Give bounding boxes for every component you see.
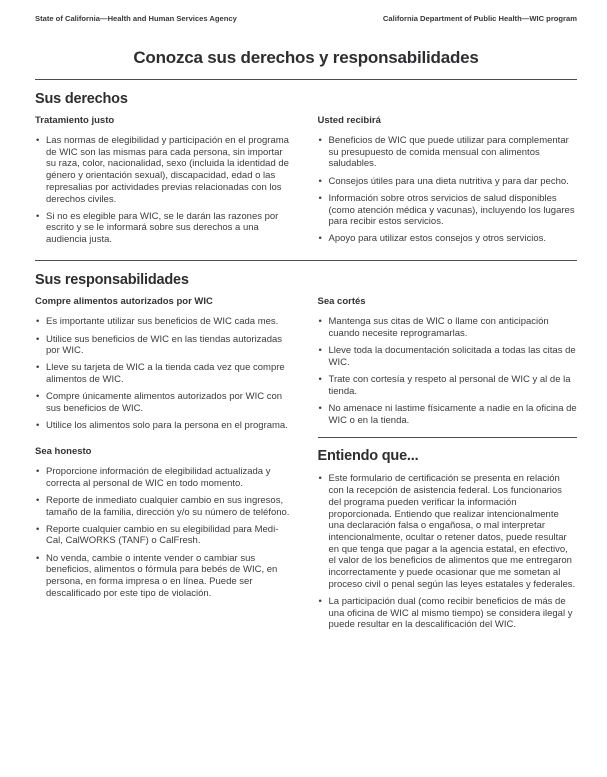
section-sus-responsabilidades — [35, 272, 577, 636]
entiendo-heading: Entiendo que... — [317, 448, 419, 465]
sea-honesto-list — [35, 466, 295, 600]
bullet-item: • Proporcione información de elegibilidad actualizada y correcta al personal de WIC en todo momento. — [35, 466, 295, 489]
bullet-item: • La participación dual (como recibir beneficios de más de una oficina de WIC al mismo tiempo) se considera ilegal y puede resultar en la descalificación del WIC. — [318, 596, 578, 631]
bullet-item: • Si no es elegible para WIC, se le darán las razones por escrito y se le informará sobre sus derechos a una audiencia justa. — [35, 211, 295, 246]
bullet-item: • Apoyo para utilizar estos consejos y otros servicios. — [318, 233, 578, 245]
bullet-item: • Reporte cualquier cambio en su elegibilidad para Medi-Cal, CalWORKS (TANF) o CalFresh. — [35, 524, 295, 547]
bullet-item: • Utilice los alimentos solo para la persona en el programa. — [35, 420, 295, 432]
bullet-item: • Compre únicamente alimentos autorizados por WIC con sus beneficios de WIC. — [35, 391, 295, 414]
bullet-item: • Lleve toda la documentación solicitada a todas las citas de WIC. — [318, 345, 578, 368]
bullet-item: • No amenace ni lastime físicamente a nadie en la oficina de WIC o en la tienda. — [318, 403, 578, 426]
header-agency-left: State of California—Health and Human Services Agency — [35, 14, 237, 23]
tratamiento-justo-subheading: Tratamiento justo — [35, 115, 115, 126]
bullet-item: • Información sobre otros servicios de salud disponibles (como atención médica y vacunas), incluyendo los lugares para recibir estos servicios. — [318, 193, 578, 228]
bullet-item: • No venda, cambie o intente vender o cambiar sus beneficios, alimentos o fórmula para bebés de WIC, en persona, en forma impresa o en línea. Puede ser descalificado por este tipo de violación. — [35, 553, 295, 600]
bullet-item: • Es importante utilizar sus beneficios de WIC cada mes. — [35, 316, 295, 328]
responsabilidades-right-column — [318, 296, 578, 636]
bullet-item: • Consejos útiles para una dieta nutritiva y para dar pecho. — [318, 176, 578, 188]
bullet-item: • Utilice sus beneficios de WIC en las tiendas autorizadas por WIC. — [35, 334, 295, 357]
section-sus-derechos — [35, 91, 577, 251]
sea-cortes-list — [318, 316, 578, 426]
sea-honesto-subheading: Sea honesto — [35, 445, 92, 457]
compre-alimentos-subheading: Compre alimentos autorizados por WIC — [35, 296, 213, 308]
bullet-item: • Mantenga sus citas de WIC o llame con anticipación cuando necesite reprogramarlas. — [318, 316, 578, 339]
derechos-heading: Sus derechos — [35, 91, 128, 107]
usted-recibira-list — [318, 135, 578, 245]
entiendo-list — [318, 473, 578, 631]
bullet-item: • Beneficios de WIC que puede utilizar para complementar su presupuesto de comida mensual con alimentos saludables. — [318, 135, 578, 170]
bullet-item: • Reporte de inmediato cualquier cambio en sus ingresos, tamaño de la familia, dirección y/o su número de teléfono. — [35, 495, 295, 518]
title-divider — [35, 79, 577, 80]
entiendo-divider — [318, 437, 578, 438]
bullet-item: • Lleve su tarjeta de WIC a la tienda cada vez que compre alimentos de WIC. — [35, 362, 295, 385]
section-divider — [35, 260, 577, 261]
page-title: Conozca sus derechos y responsabilidades — [133, 48, 479, 67]
bullet-item: • Este formulario de certificación se presenta en relación con la recepción de asistencia federal. Los funcionarios del programa pueden verificar la información proporcionada. Entiendo que realizar intencionalmente una declaración falsa o engañosa, o mal interpretar intencionalmente, ocultar o retener datos, puede resultar en que tenga que pagar a la agencia estatal, en efectivo, el valor de los beneficios de alimentos que me entregaron incorrectamente y puede ocasionar que me sometan al proceso civil o penal según las leyes estatales y federales. — [318, 473, 578, 590]
bullet-item: • Las normas de elegibilidad y participación en el programa de WIC son las mismas para cada persona, sin importar su raza, color, nacionalidad, sexo (incluida la identidad de género y orientación sexual), discapacidad, edad o las represalias por actividades previas relacionadas con los derechos civiles. — [35, 135, 295, 205]
responsabilidades-heading: Sus responsabilidades — [35, 272, 189, 289]
compre-alimentos-list — [35, 316, 295, 432]
derechos-right-column — [318, 115, 578, 251]
bullet-item: • Trate con cortesía y respeto al personal de WIC y al de la tienda. — [318, 374, 578, 397]
sea-cortes-subheading: Sea cortés — [317, 296, 366, 308]
document-header — [35, 14, 577, 23]
usted-recibira-subheading: Usted recibirá — [317, 115, 381, 126]
tratamiento-justo-list — [35, 135, 295, 246]
header-agency-right: California Department of Public Health—WIC program — [382, 14, 577, 23]
derechos-left-column — [35, 115, 295, 251]
responsabilidades-left-column — [35, 296, 295, 636]
